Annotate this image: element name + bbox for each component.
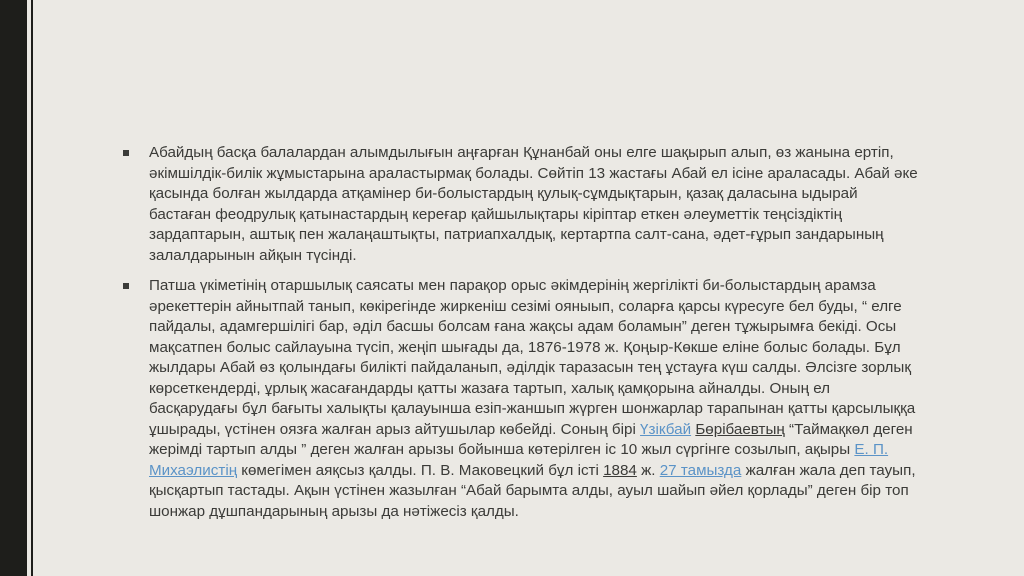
paragraph-2-text-part5: жалған жала деп тауып, қысқартып тастады. Ақын үстінен жазылған “Абай барымта алды, ауыл шайып әйел қорлады” деген бір топ шонжар дұшпандарының арызы да нәтіжесіз қалды.: [149, 461, 916, 520]
paragraph-2-text-part3: көмегімен аяқсыз қалды. П. В. Маковецкий бұл істі: [237, 461, 604, 479]
underlined-year: 1884: [603, 461, 637, 479]
paragraph-2: [122, 276, 922, 522]
underlined-name: Бөрібаевтың: [695, 420, 785, 438]
paragraph-2-text-part2: “Таймақкөл деген жерімді тартып алды ” деген жалған арызы бойынша көтерілген іс 10 жыл сүргінге созылып, ақыры: [149, 420, 913, 458]
paragraph-1: [122, 143, 922, 266]
link-date[interactable]: 27 тамызда: [659, 461, 742, 479]
paragraph-1-text: Абайдың басқа балалардан алымдылығын аңғарған Құнанбай оны елге шақырып алып, өз жанына ертіп, әкімшілдік-билік жұмыстарына араластырмақ болады. Сөйтіп 13 жастағы Абай ел ісіне араласады. Абай әке қасында болған жылдарда атқамінер би-болыстардың қулық-сұмдықтарын, қазақ даласына ыдырай бастаған феодрулық қатынастардың кереғар қайшылықтары кіріптар еткен әлеуметтік теңсіздіктің зардаптарын, аштық пен жалаңаштықты, патриапхалдық, кертартпа салт-сана, әдет-ғұрып зандарының залалдарынын айқын түсінді.: [149, 144, 918, 264]
left-decorative-band: [0, 0, 27, 576]
square-bullet-icon: [123, 283, 129, 289]
link-uzikbay[interactable]: Үзікбай: [640, 420, 692, 438]
paragraph-2-text-part4: ж.: [636, 461, 660, 479]
slide-content: [122, 143, 922, 532]
left-decorative-line: [31, 0, 33, 576]
paragraph-2-text-part1: Патша үкіметінің отаршылық саясаты мен парақор орыс әкімдерінің жергілікті би-болыстардың арамза әрекеттерін айнытпай танып, көкірегінде жиркеніш сезімі ояныып, соларға қарсы күресуге бел буды, “ елге пайдалы, адамгершілігі бар, әділ басшы болсам ғана жақсы адам боламын” деген тұжырымға бекіді. Осы мақсатпен болыс сайлауына түсіп, жеңіп шығады да, 1876-1978 ж. Қоңыр-Көкше еліне болыс болады. Бұл жылдары Абай өз қолындағы билікті пайдаланып, әділдік таразасын тең ұстауға күш салды. Әлсізге зорлық көрсеткендерді, ұрлық жасағандарды қатты жазаға тартып, халық қамқорына айналды. Оның ел басқарудағы бұл бағыты халықты қалауынша езіп-жаншып жүрген шонжарлар тарапынан қатты қарсылыққа ұшырады, үстінен оязға жалған арыз айтушылар көбейді. Соның бірі: [149, 277, 916, 438]
square-bullet-icon: [123, 150, 129, 156]
link-mikhaelis[interactable]: Е. П. Михаэлистің: [149, 441, 889, 479]
